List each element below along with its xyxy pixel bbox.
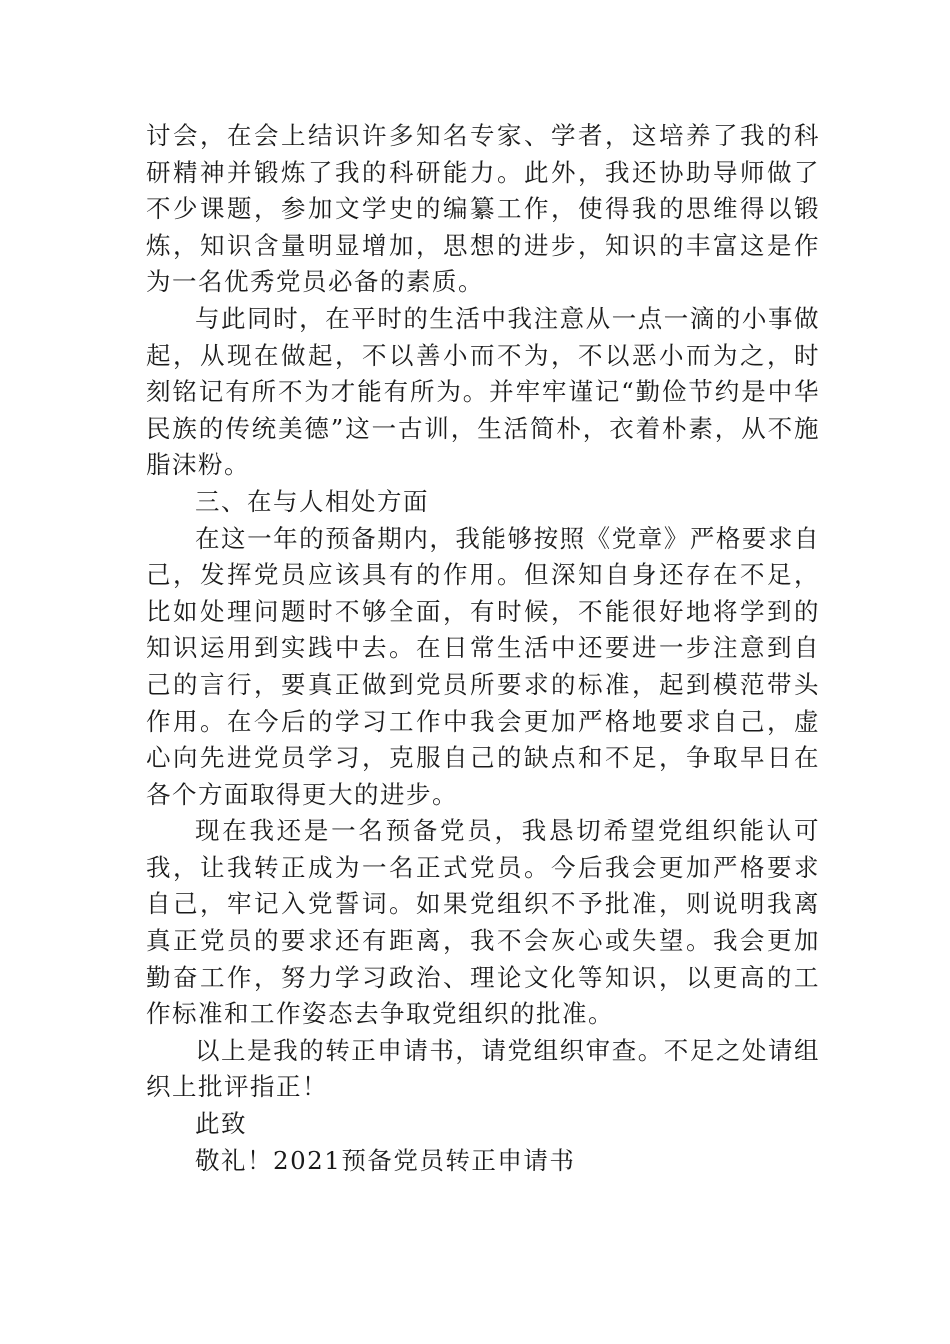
section-heading-interpersonal: 三、在与人相处方面 <box>195 486 429 516</box>
document-body <box>146 118 820 1179</box>
paragraph-submission: 以上是我的转正申请书，请党组织审查。不足之处请组织上批评指正！ <box>146 1035 820 1102</box>
paragraph-probation-period: 在这一年的预备期内，我能够按照《党章》严格要求自己，发挥党员应该具有的作用。但深知自身还存在不足，比如处理问题时不够全面，有时候，不能很好地将学到的知识运用到实践中去。在日常生活中还要进一步注意到自己的言行，要真正做到党员所要求的标准，起到模范带头作用。在今后的学习工作中我会更加严格地要求自己，虚心向先进党员学习，克服自己的缺点和不足，争取早日在各个方面取得更大的进步。 <box>146 523 820 809</box>
closing-salutation: 此致 <box>195 1109 247 1139</box>
closing-regards: 敬礼！2021预备党员转正申请书 <box>195 1145 576 1175</box>
paragraph-daily-life: 与此同时，在平时的生活中我注意从一点一滴的小事做起，从现在做起，不以善小而不为，不以恶小而为之，时刻铭记有所不为才能有所为。并牢牢谨记“勤俭节约是中华民族的传统美德”这一古训，生活简朴，衣着朴素，从不施脂沫粉。 <box>146 303 820 480</box>
paragraph-request-approval: 现在我还是一名预备党员，我恳切希望党组织能认可我，让我转正成为一名正式党员。今后我会更加严格要求自己，牢记入党誓词。如果党组织不予批准，则说明我离真正党员的要求还有距离，我不会灰心或失望。我会更加勤奋工作，努力学习政治、理论文化等知识，以更高的工作标准和工作姿态去争取党组织的批准。 <box>146 816 820 1029</box>
paragraph-continuation: 讨会，在会上结识许多知名专家、学者，这培养了我的科研精神并锻炼了我的科研能力。此外，我还协助导师做了不少课题，参加文学史的编纂工作，使得我的思维得以锻炼，知识含量明显增加，思想的进步，知识的丰富这是作为一名优秀党员必备的素质。 <box>146 121 820 297</box>
